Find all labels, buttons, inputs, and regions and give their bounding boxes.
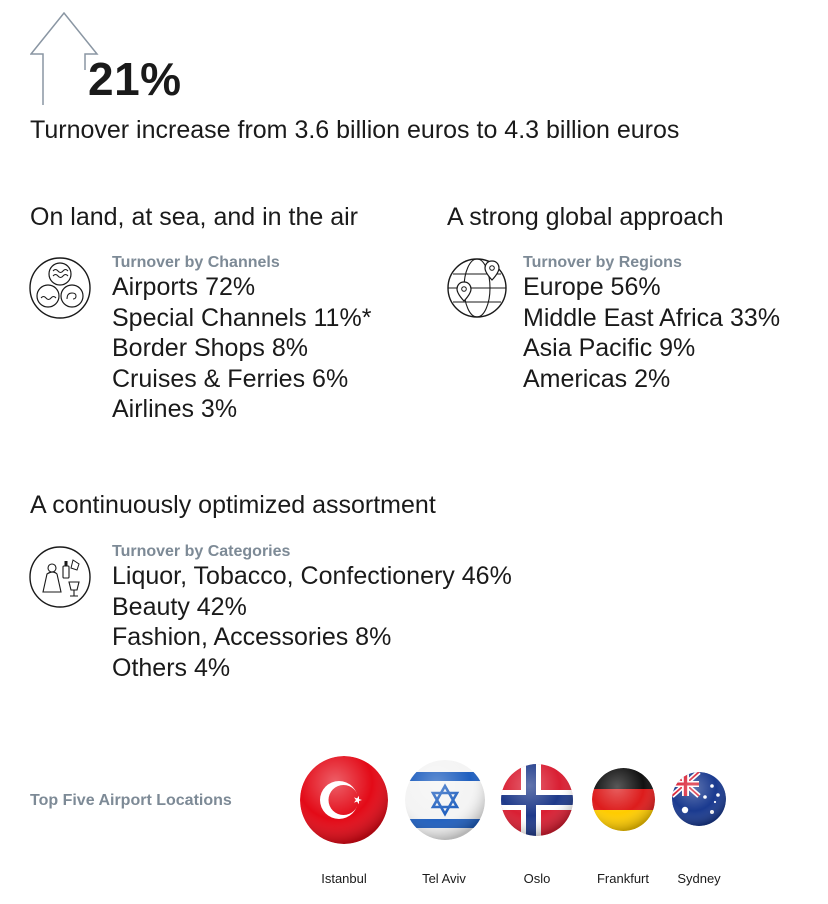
location-frankfurt: Frankfurt [596, 871, 649, 886]
list-item: Special Channels 11%* [112, 303, 372, 332]
israel-flag-icon [405, 760, 485, 840]
location-sydney: Sydney [677, 871, 721, 886]
turkey-flag-icon [300, 756, 388, 844]
shopping-categories-icon [29, 546, 91, 608]
list-item: Europe 56% [523, 273, 661, 301]
list-item: Airlines 3% [112, 395, 238, 423]
regions-label: Turnover by Regions [523, 254, 682, 271]
australia-flag-icon [672, 772, 726, 826]
channels-title: On land, at sea, and in the air [30, 203, 358, 231]
norway-flag-icon [501, 764, 573, 836]
list-item: Middle East Africa 33% [523, 303, 781, 332]
categories-list [112, 561, 512, 683]
channels-list [112, 272, 371, 425]
list-item: Beauty 42% [112, 592, 247, 621]
location-istanbul: Istanbul [321, 871, 367, 886]
list-item: Airports 72% [112, 273, 256, 301]
categories-label: Turnover by Categories [112, 543, 291, 560]
list-item: Fashion, Accessories 8% [112, 623, 392, 651]
regions-list [523, 272, 780, 394]
channels-label: Turnover by Channels [112, 254, 280, 271]
waves-icon [29, 257, 91, 319]
list-item: Cruises & Ferries 6% [112, 364, 349, 393]
list-item: Border Shops 8% [112, 334, 308, 362]
turnover-increase-percent: 21% [88, 53, 182, 105]
list-item: Americas 2% [523, 364, 671, 393]
turnover-headline: Turnover increase from 3.6 billion euros to 4.3 billion euros [30, 116, 680, 144]
globe-pin-icon [446, 257, 508, 319]
top-airports-label: Top Five Airport Locations [30, 792, 232, 809]
categories-title: A continuously optimized assortment [30, 491, 436, 519]
location-oslo: Oslo [523, 871, 551, 886]
regions-title: A strong global approach [447, 203, 724, 231]
list-item: Others 4% [112, 653, 231, 682]
list-item: Liquor, Tobacco, Confectionery 46% [112, 562, 512, 590]
location-tel-aviv: Tel Aviv [422, 871, 466, 886]
list-item: Asia Pacific 9% [523, 334, 696, 362]
germany-flag-icon [592, 768, 655, 831]
